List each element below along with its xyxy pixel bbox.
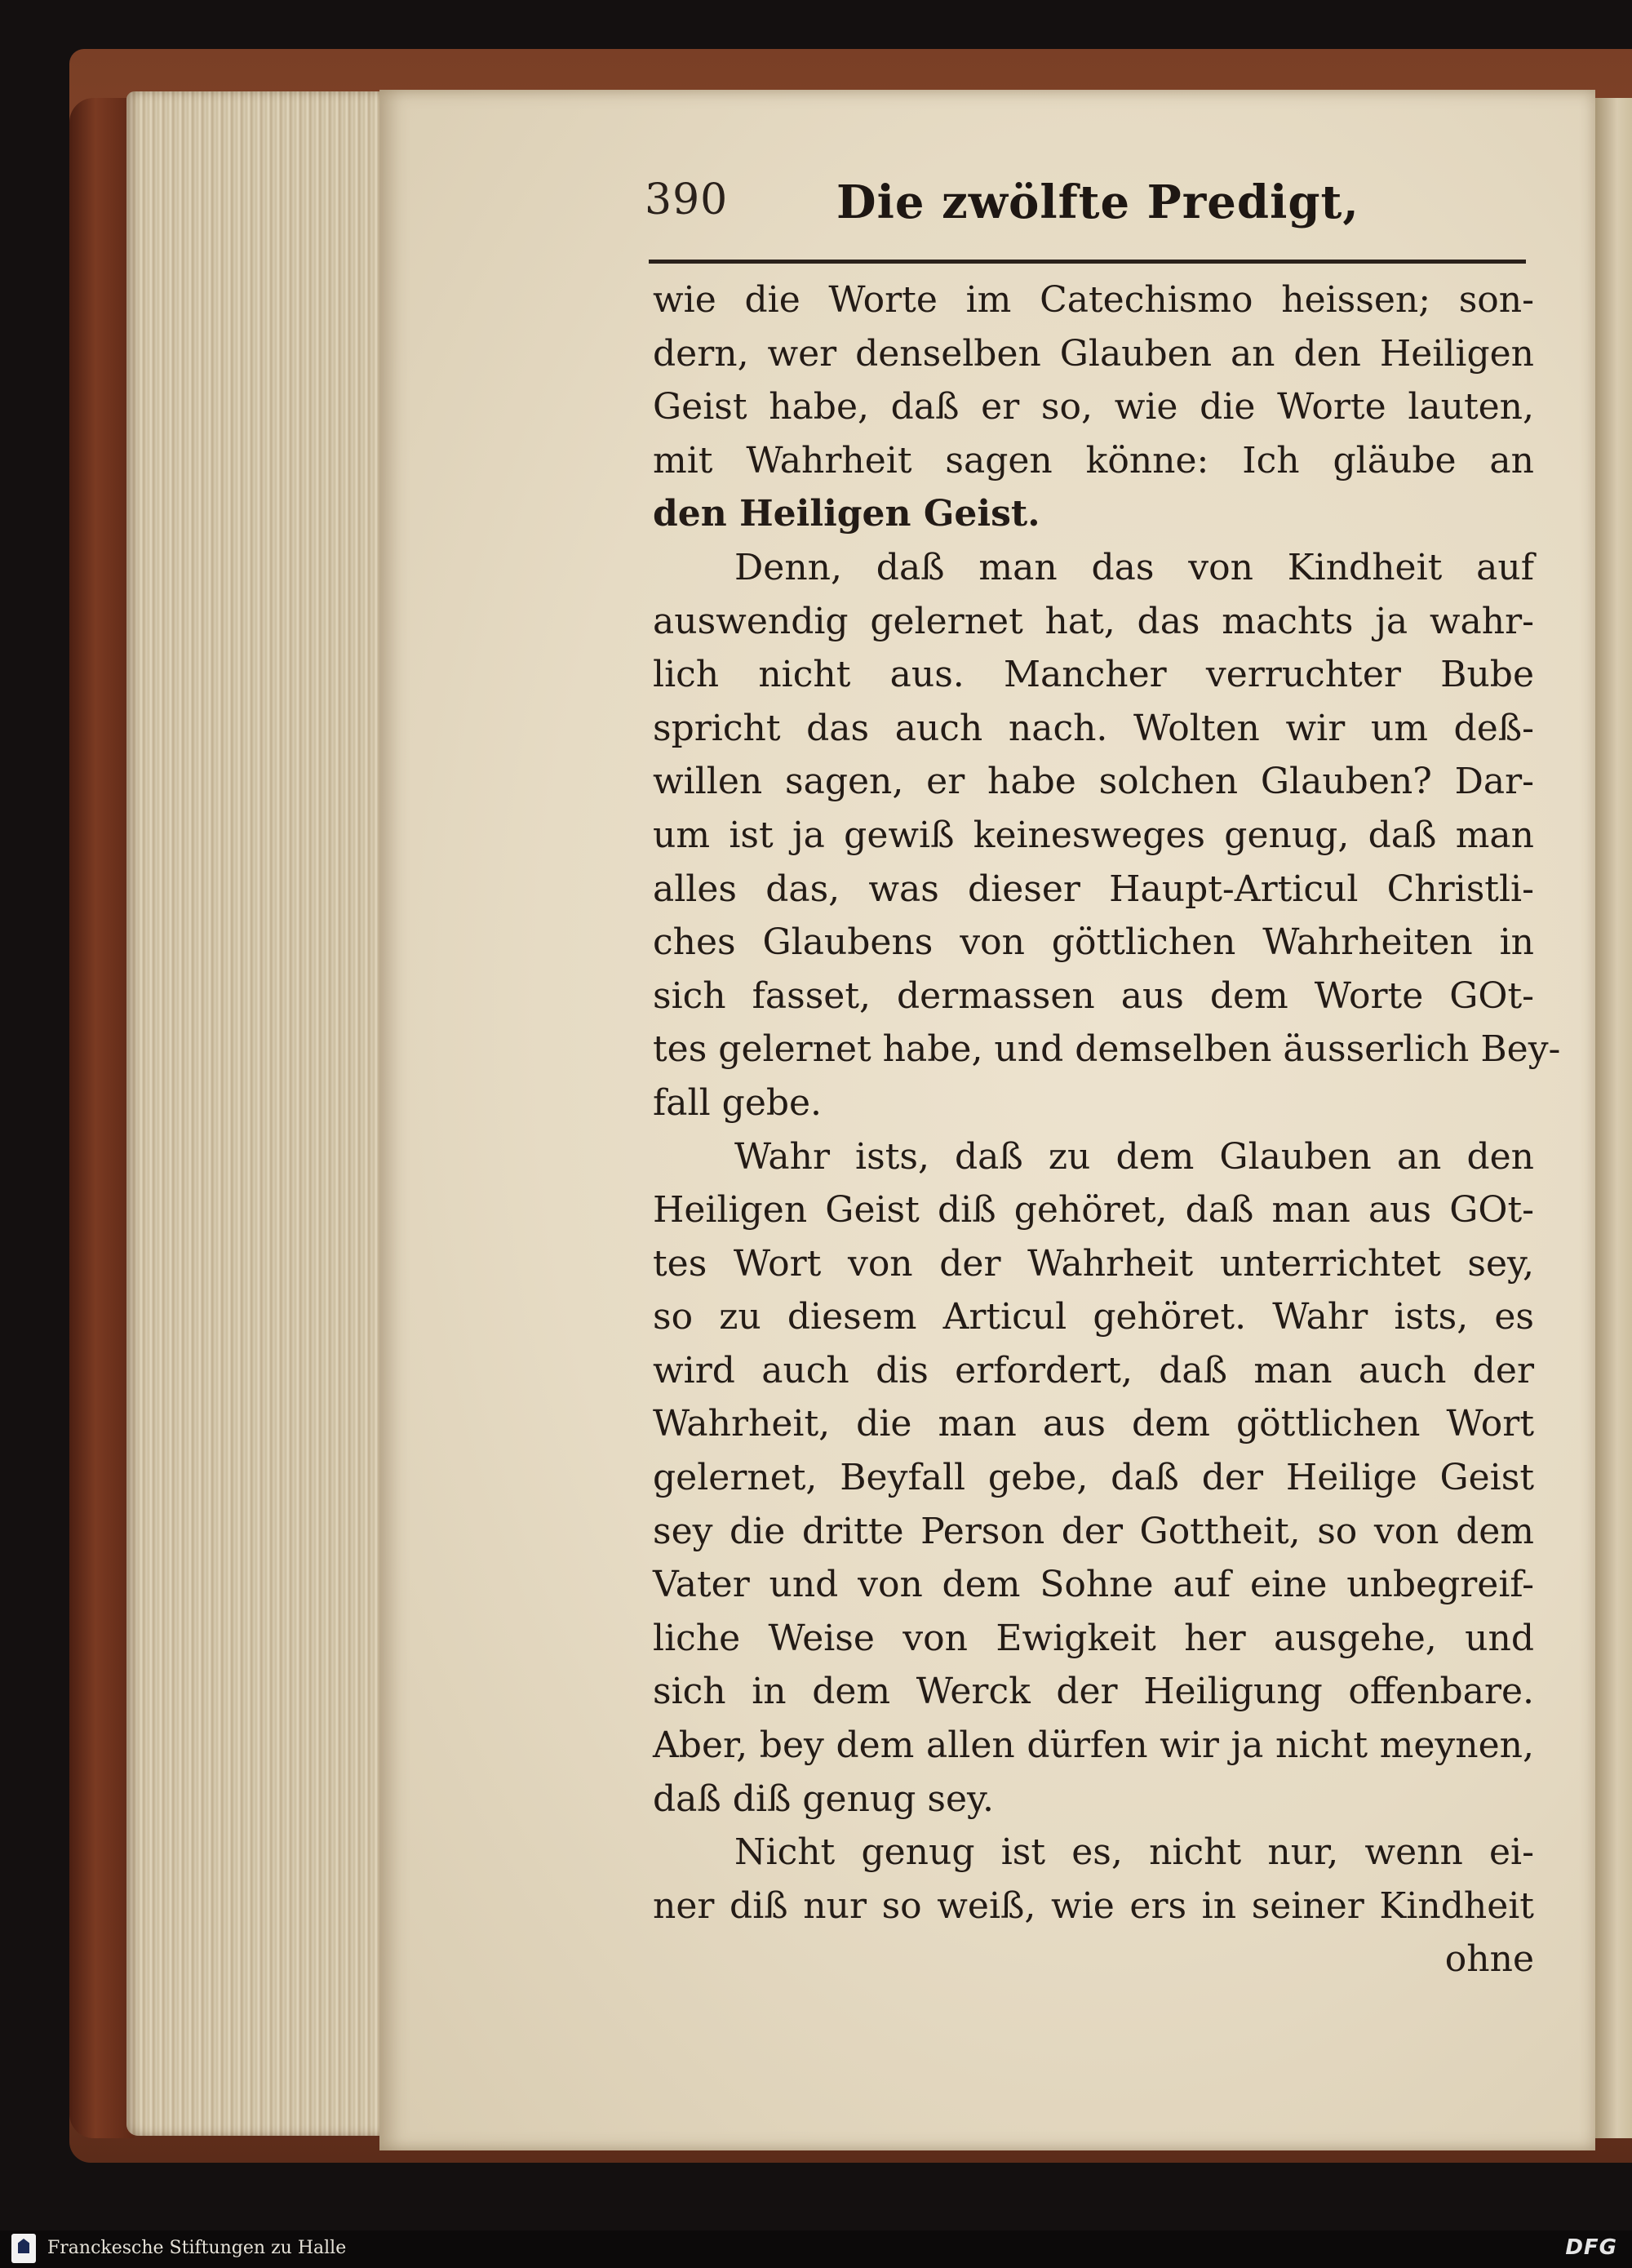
catchword: ohne bbox=[1444, 1938, 1534, 1981]
text-line: sey die dritte Person der Gottheit, so von dem bbox=[653, 1510, 1534, 1552]
text-line: ches Glaubens von göttlichen Wahrheiten in bbox=[653, 921, 1534, 964]
text-line: den Heiligen Geist. bbox=[653, 493, 1040, 535]
text-line: Wahr ists, daß zu dem Glauben an den bbox=[734, 1135, 1534, 1178]
text-line: mit Wahrheit sagen könne: Ich gläube an bbox=[653, 439, 1534, 482]
text-line: Geist habe, daß er so, wie die Worte lauten, bbox=[653, 386, 1534, 428]
text-line: so zu diesem Articul gehöret. Wahr ists, es bbox=[653, 1296, 1534, 1338]
header-rule bbox=[649, 260, 1526, 264]
text-line: fall gebe. bbox=[653, 1081, 823, 1124]
text-line: dern, wer denselben Glauben an den Heiligen bbox=[653, 332, 1534, 375]
text-line: sich in dem Werck der Heiligung offenbare. bbox=[653, 1671, 1534, 1713]
text-line: Wahrheit, die man aus dem göttlichen Wort bbox=[653, 1403, 1534, 1445]
text-line: lich nicht aus. Mancher verruchter Bube bbox=[653, 654, 1534, 696]
text-line: tes Wort von der Wahrheit unterrichtet sey, bbox=[653, 1242, 1534, 1285]
footer-dfg-mark: DFG bbox=[1565, 2235, 1617, 2260]
text-line: Denn, daß man das von Kindheit auf bbox=[734, 546, 1534, 588]
text-line: alles das, was dieser Haupt-Articul Christli- bbox=[653, 868, 1534, 910]
institution-logo-icon bbox=[11, 2234, 36, 2263]
text-line: willen sagen, er habe solchen Glauben? Dar- bbox=[653, 761, 1534, 803]
text-line: ner diß nur so weiß, wie ers in seiner Kindheit bbox=[653, 1884, 1534, 1927]
text-line: liche Weise von Ewigkeit her ausgehe, und bbox=[653, 1617, 1534, 1659]
footer-bar bbox=[0, 2230, 1632, 2268]
text-line: tes gelernet habe, und demselben äusserlich Bey- bbox=[653, 1028, 1561, 1071]
text-line: Nicht genug ist es, nicht nur, wenn ei- bbox=[734, 1831, 1534, 1874]
text-line: wird auch dis erfordert, daß man auch der bbox=[653, 1349, 1534, 1391]
text-line: daß diß genug sey. bbox=[653, 1778, 995, 1820]
running-title: Die zwölfte Predigt, bbox=[836, 175, 1359, 229]
book-spine bbox=[69, 98, 135, 2138]
page-number: 390 bbox=[645, 175, 729, 224]
text-line: Vater und von dem Sohne auf eine unbegreif- bbox=[653, 1564, 1534, 1606]
text-line: Aber, bey dem allen dürfen wir ja nicht meynen, bbox=[653, 1724, 1534, 1767]
text-line: auswendig gelernet hat, das machts ja wahr- bbox=[653, 600, 1534, 642]
body-text bbox=[653, 273, 1561, 1986]
facing-page-edge bbox=[1595, 98, 1632, 2138]
text-line: gelernet, Beyfall gebe, daß der Heilige Geist bbox=[653, 1457, 1534, 1499]
text-line: Heiligen Geist diß gehöret, daß man aus GOt- bbox=[653, 1189, 1534, 1232]
text-line: um ist ja gewiß keinesweges genug, daß man bbox=[653, 814, 1534, 856]
text-line: wie die Worte im Catechismo heissen; son- bbox=[653, 279, 1534, 321]
page-block-edges bbox=[126, 91, 388, 2136]
text-line: spricht das auch nach. Wolten wir um deß- bbox=[653, 707, 1534, 749]
footer-owner: Franckesche Stiftungen zu Halle bbox=[47, 2238, 347, 2258]
text-line: sich fasset, dermassen aus dem Worte GOt- bbox=[653, 974, 1534, 1017]
running-head bbox=[645, 175, 1542, 241]
